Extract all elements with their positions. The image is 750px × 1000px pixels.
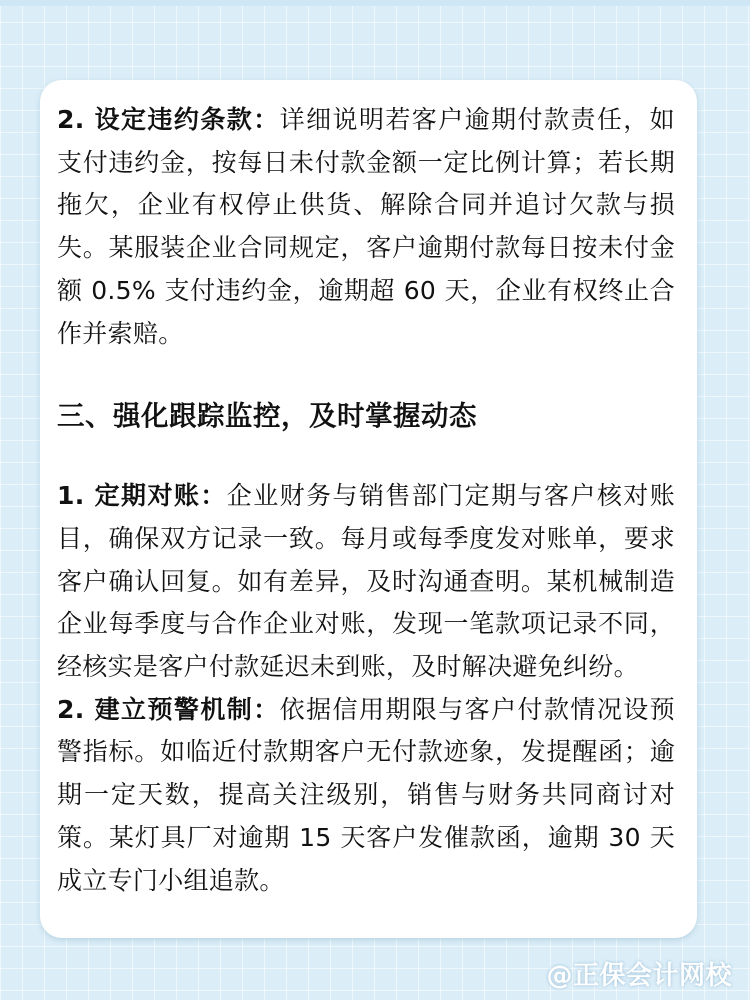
contract-clause-paragraph — [57, 99, 675, 355]
contract-clause-lead: 2. 设定违约条款： — [57, 105, 280, 134]
top-strip — [0, 0, 750, 6]
reconciliation-lead: 1. 定期对账： — [57, 481, 227, 511]
contract-clause-body: 详细说明若客户逾期付款责任，如支付违约金，按每日未付款金额一定比例计算；若长期拖欠，企业有权停止供货、解除合同并追讨欠款与损失。某服装企业合同规定，客户逾期付款每日按未付金额 0.5% 支付违约金，逾期超 60 天，企业有权终止合作并索赔。 — [57, 105, 675, 348]
warning-mechanism-body: 依据信用期限与客户付款情况设预警指标。如临近付款期客户无付款迹象，发提醒函；逾期一定天数，提高关注级别，销售与财务共同商讨对策。某灯具厂对逾期 15 天客户发催款函，逾期 30 天成立专门小组追款。 — [57, 694, 675, 895]
brand-watermark: @正保会计网校 — [546, 961, 732, 991]
reconciliation-body: 企业财务与销售部门定期与客户核对账目，确保双方记录一致。每月或每季度发对账单，要求客户确认回复。如有差异，及时沟通查明。某机械制造企业每季度与合作企业对账，发现一笔款项记录不同，经核实是客户付款延迟未到账，及时解决避免纠纷。 — [57, 481, 676, 682]
section-three-heading: 三、强化跟踪监控，及时掌握动态 — [57, 400, 477, 433]
warning-mechanism-lead: 2. 建立预警机制： — [57, 694, 280, 724]
content-card — [40, 80, 697, 938]
reconciliation-paragraph — [57, 475, 675, 689]
warning-mechanism-paragraph — [57, 689, 675, 903]
